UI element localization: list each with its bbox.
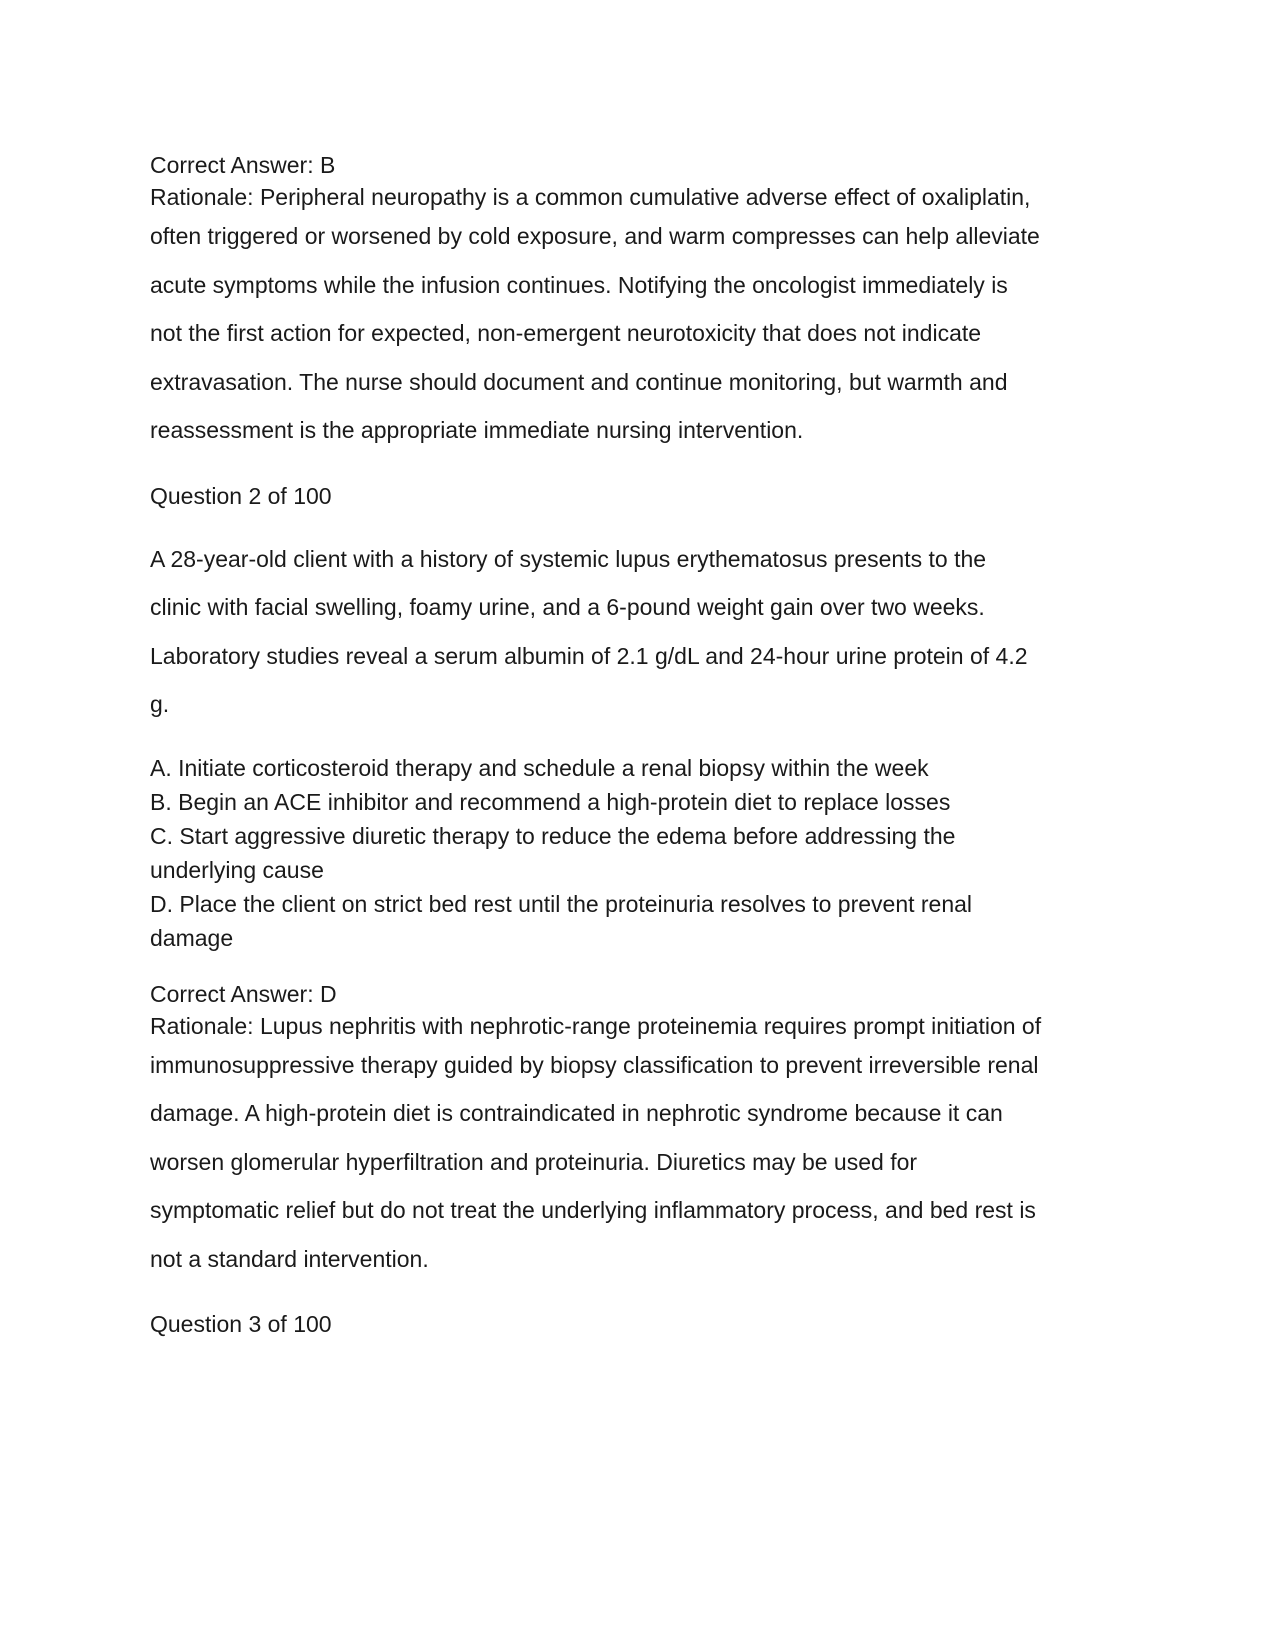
option-d: D. Place the client on strict bed rest until the proteinuria resolves to prevent renal [150, 890, 973, 917]
rationale-line: symptomatic relief but do not treat the underlying inflammatory process, and bed rest is [150, 1197, 1036, 1223]
q1-answer-section [150, 148, 1150, 455]
rationale-line: often triggered or worsened by cold exposure, and warm compresses can help alleviate [150, 223, 1040, 249]
correct-answer: Correct Answer: D [150, 980, 337, 1007]
answer-options [150, 751, 1150, 955]
option-c: C. Start aggressive diuretic therapy to reduce the edema before addressing the [150, 822, 956, 849]
option-d-continued: damage [150, 924, 234, 951]
question-heading: Question 2 of 100 [150, 482, 332, 509]
rationale-line: not the first action for expected, non-emergent neurotoxicity that does not indicate [150, 320, 982, 346]
rationale-line: Rationale: Peripheral neuropathy is a common cumulative adverse effect of oxaliplatin, [150, 184, 1031, 210]
stem-line: Laboratory studies reveal a serum albumin of 2.1 g/dL and 24-hour urine protein of 4.2 [150, 642, 1028, 669]
stem-line: A 28-year-old client with a history of systemic lupus erythematosus presents to the [150, 545, 987, 572]
rationale-line: worsen glomerular hyperfiltration and proteinuria. Diuretics may be used for [150, 1148, 918, 1175]
rationale-line: reassessment is the appropriate immediate nursing intervention. [150, 417, 804, 443]
rationale-line: acute symptoms while the infusion continues. Notifying the oncologist immediately is [150, 271, 1008, 298]
option-a: A. Initiate corticosteroid therapy and schedule a renal biopsy within the week [150, 754, 929, 781]
question-3-section [150, 1307, 1150, 1341]
rationale [150, 182, 1150, 455]
question-stem [150, 535, 1150, 729]
stem-line: g. [150, 691, 170, 717]
question-heading: Question 3 of 100 [150, 1311, 332, 1337]
stem-line: clinic with facial swelling, foamy urine, and a 6-pound weight gain over two weeks. [150, 594, 985, 620]
correct-answer: Correct Answer: B [150, 152, 336, 178]
question-2-section [150, 479, 1150, 1284]
option-b: B. Begin an ACE inhibitor and recommend a high-protein diet to replace losses [150, 788, 951, 815]
rationale-line: damage. A high-protein diet is contraindicated in nephrotic syndrome because it can [150, 1100, 1003, 1126]
rationale-line: not a standard intervention. [150, 1245, 429, 1272]
document-page [150, 148, 1150, 1341]
rationale [150, 1011, 1150, 1284]
rationale-line: extravasation. The nurse should document and continue monitoring, but warmth and [150, 368, 1008, 395]
option-c-continued: underlying cause [150, 856, 324, 883]
rationale-line: Rationale: Lupus nephritis with nephrotic-range proteinemia requires prompt initiation of [150, 1012, 1042, 1039]
rationale-line: immunosuppressive therapy guided by biopsy classification to prevent irreversible renal [150, 1051, 1039, 1078]
